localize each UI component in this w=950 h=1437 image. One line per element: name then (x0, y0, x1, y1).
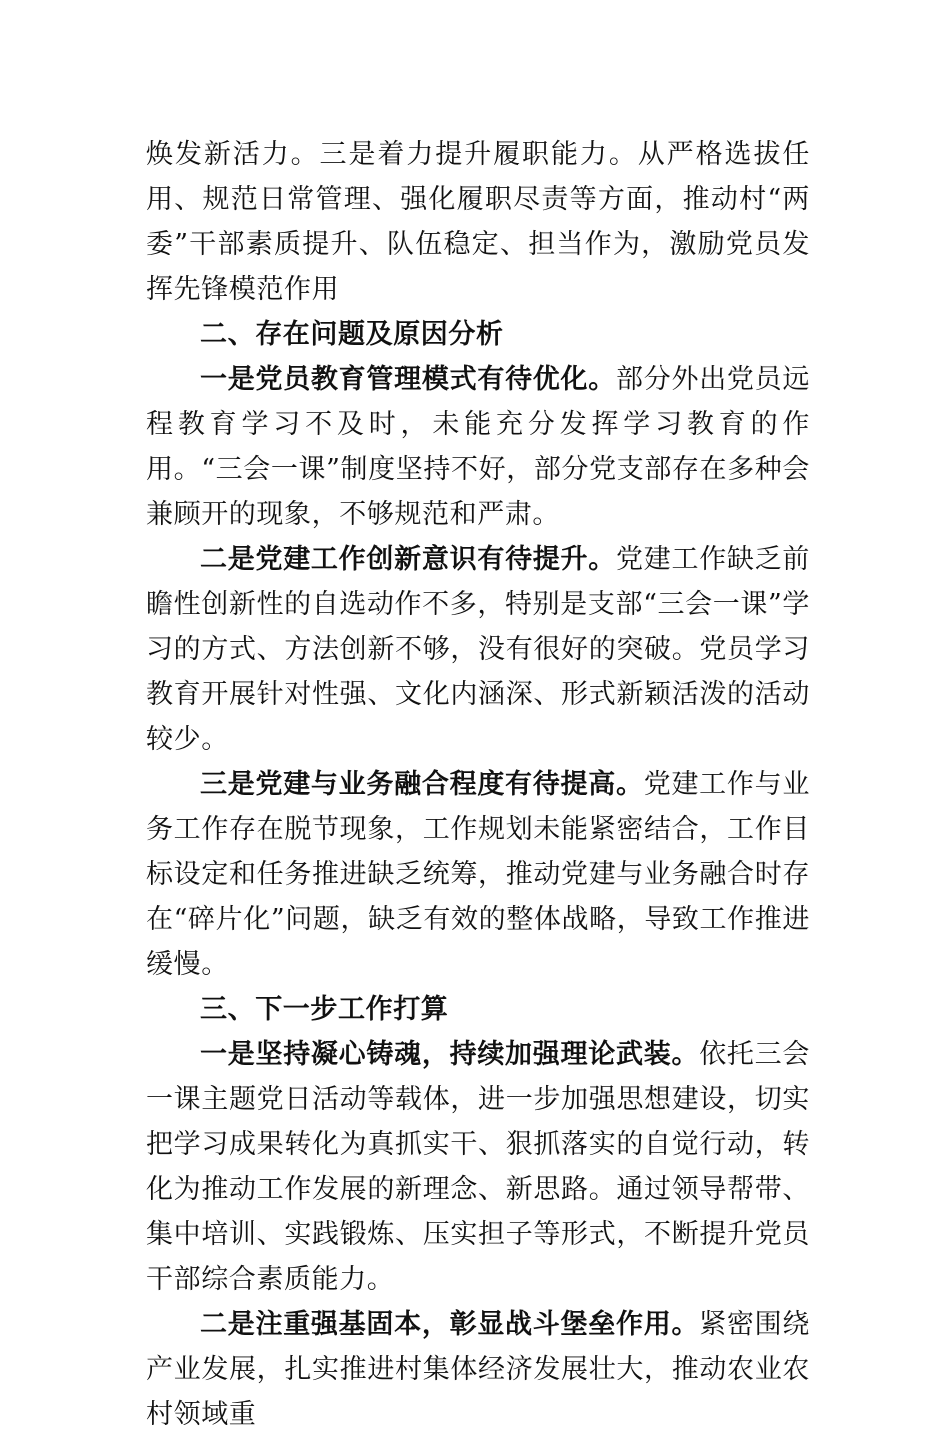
paragraph-plan-1 (146, 1032, 810, 1302)
section-heading-next-steps: 三、下一步工作打算 (200, 994, 449, 1025)
paragraph-lead: 二是注重强基固本，彰显战斗堡垒作用。 (200, 1309, 700, 1340)
paragraph-lead: 三是党建与业务融合程度有待提高。 (200, 769, 644, 800)
paragraph-body: 焕发新活力。三是着力提升履职能力。从严格选拔任用、规范日常管理、强化履职尽责等方面，推动村“两委”干部素质提升、队伍稳定、担当作为，激励党员发挥先锋模范作用 (146, 139, 810, 305)
paragraph-continuation (146, 132, 810, 312)
paragraph-lead: 一是党员教育管理模式有待优化。 (200, 364, 616, 395)
paragraph-problem-2 (146, 537, 810, 762)
paragraph-problem-3 (146, 762, 810, 987)
paragraph-body: 紧密围绕产业发展，扎实推进村集体经济发展壮大，推动农业农村领域重 (146, 1309, 810, 1430)
paragraph-body: 党建工作与业务工作存在脱节现象，工作规划未能紧密结合，工作目标设定和任务推进缺乏统筹，推动党建与业务融合时存在“碎片化”问题，缺乏有效的整体战略，导致工作推进缓慢。 (146, 769, 810, 980)
paragraph-body: 党建工作缺乏前瞻性创新性的自选动作不多，特别是支部“三会一课”学习的方式、方法创新不够，没有很好的突破。党员学习教育开展针对性强、文化内涵深、形式新颖活泼的活动较少。 (146, 544, 810, 755)
document-body (146, 132, 810, 1437)
section-heading-problems: 二、存在问题及原因分析 (200, 319, 504, 350)
paragraph-plan-2 (146, 1302, 810, 1437)
paragraph-lead: 一是坚持凝心铸魂，持续加强理论武装。 (200, 1039, 700, 1070)
paragraph-lead: 二是党建工作创新意识有待提升。 (200, 544, 616, 575)
paragraph-problem-1 (146, 357, 810, 537)
paragraph-body: 依托三会一课主题党日活动等载体，进一步加强思想建设，切实把学习成果转化为真抓实干、狠抓落实的自觉行动，转化为推动工作发展的新理念、新思路。通过领导帮带、集中培训、实践锻炼、压实担子等形式，不断提升党员干部综合素质能力。 (146, 1039, 810, 1295)
paragraph-body: 部分外出党员远程教育学习不及时，未能充分发挥学习教育的作用。“三会一课”制度坚持不好，部分党支部存在多种会兼顾开的现象，不够规范和严肃。 (146, 364, 810, 530)
